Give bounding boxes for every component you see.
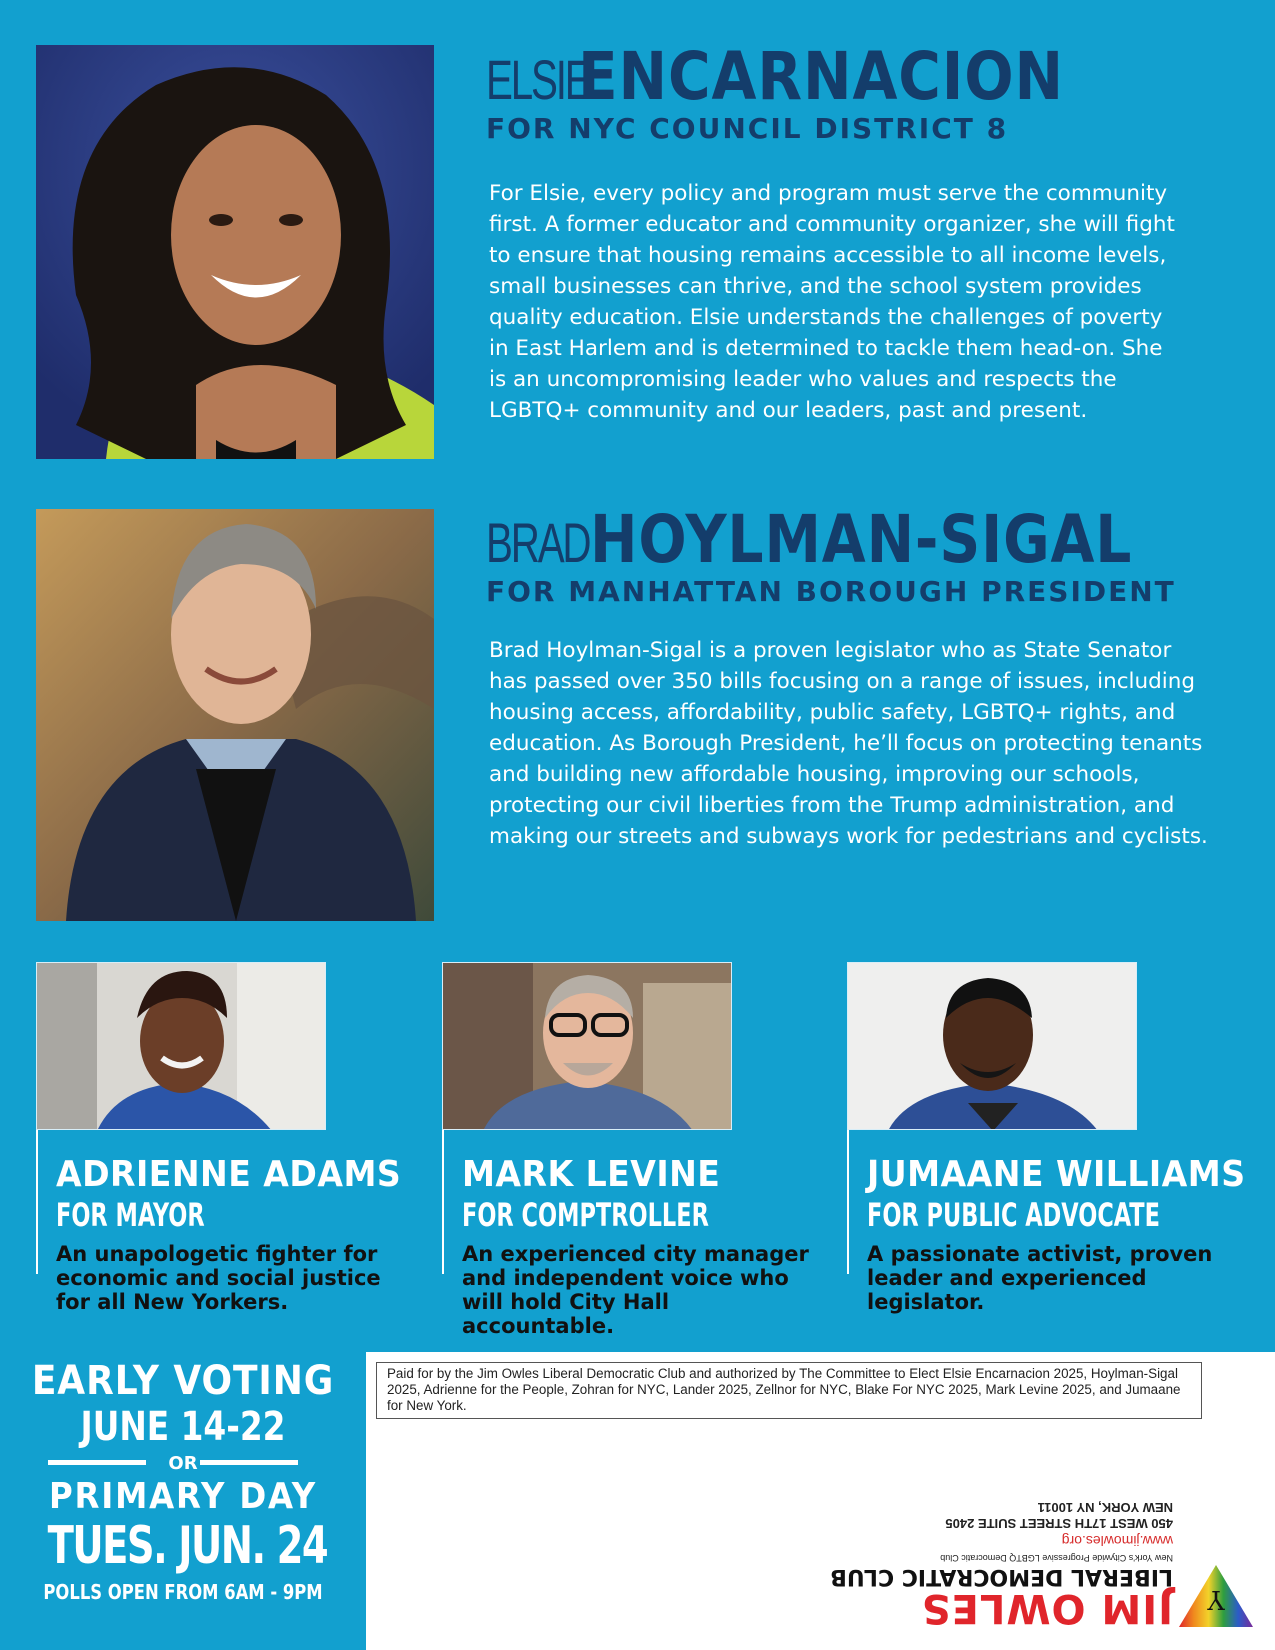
elsie-office: FOR NYC COUNCIL DISTRICT 8 xyxy=(486,112,1009,145)
brad-office: FOR MANHATTAN BOROUGH PRESIDENT xyxy=(486,575,1176,608)
levine-office: FOR COMPTROLLER xyxy=(462,1196,709,1234)
citywide-candidate-adams xyxy=(36,962,426,1312)
brad-name xyxy=(486,501,1220,578)
early-voting-dates: JUNE 14-22 xyxy=(80,1404,286,1450)
levine-description: An experienced city manager and independent voice who will hold City Hall accountable. xyxy=(462,1242,809,1338)
brad-bio: Brad Hoylman-Sigal is a proven legislator who as State Senator has passed over 350 bills focusing on a range of issues, including housing access, affordability, public safety, LGBTQ+ rights, and education. As Borough President, he’ll focus on protecting tenants and building new affordable housing, improving our schools, protecting our civil liberties from the Trump administration, and making our streets and subways work for pedestrians and cyclists. xyxy=(489,638,1208,849)
org-city: NEW YORK, NY 10011 xyxy=(1037,1500,1173,1515)
early-voting-label: EARLY VOTING xyxy=(31,1358,335,1404)
jumaane-williams-photo xyxy=(847,962,1137,1130)
adrienne-adams-photo xyxy=(36,962,326,1130)
org-tagline: New York's Citywide Progressive LGBTQ Democratic Club xyxy=(940,1553,1173,1563)
paid-for-disclaimer: Paid for by the Jim Owles Liberal Democratic Club and authorized by The Committee to Elect Elsie Encarnacion 2025, Hoylman-Sigal 2025, Adrienne for the People, Zohran for NYC, Lander 2025, Zellnor for NYC, Blake For NYC 2025, Mark Levine 2025, and Jumaane for New York. xyxy=(376,1362,1202,1419)
williams-name: JUMAANE WILLIAMS xyxy=(867,1154,1246,1195)
citywide-candidate-levine xyxy=(442,962,832,1338)
rainbow-triangle-logo xyxy=(1177,1561,1255,1631)
adams-description: An unapologetic fighter for economic and social justice for all New Yorkers. xyxy=(56,1242,381,1314)
brad-hoylman-sigal-photo xyxy=(36,509,434,921)
divider-line xyxy=(442,1130,444,1274)
polls-hours: POLLS OPEN FROM 6AM - 9PM xyxy=(43,1580,323,1604)
org-url: www.jimowles.org xyxy=(1061,1533,1173,1549)
adams-office: FOR MAYOR xyxy=(56,1196,205,1234)
divider-line xyxy=(847,1130,849,1274)
elsie-name xyxy=(486,38,1130,115)
brad-last-name: HOYLMAN-SIGAL xyxy=(589,501,1132,578)
williams-description: A passionate activist, proven leader and experienced legislator. xyxy=(867,1242,1213,1314)
elsie-first-name: ELSIE xyxy=(486,48,590,111)
primary-day-label: PRIMARY DAY xyxy=(48,1476,318,1517)
voting-info xyxy=(0,1352,366,1650)
levine-name: MARK LEVINE xyxy=(462,1154,721,1195)
elsie-encarnacion-photo xyxy=(36,45,434,459)
divider-line xyxy=(36,1130,38,1274)
citywide-candidate-williams xyxy=(847,962,1246,1314)
brad-first-name: BRAD xyxy=(486,511,590,574)
org-street: 450 WEST 17TH STREET SUITE 2405 xyxy=(945,1516,1173,1531)
elsie-bio: For Elsie, every policy and program must serve the community first. A former educator and community organizer, she will fight to ensure that housing remains accessible to all income levels, small businesses can thrive, and the school system provides quality education. Elsie understands the challenges of poverty in East Harlem and is determined to tackle them head-on. She is an uncompromising leader who values and respects the LGBTQ+ community and our leaders, past and present. xyxy=(489,181,1175,423)
primary-day-date: TUES. JUN. 24 xyxy=(47,1516,328,1576)
divider-right xyxy=(200,1460,298,1465)
williams-office: FOR PUBLIC ADVOCATE xyxy=(867,1196,1160,1234)
org-name-line2: LIBERAL DEMOCRATIC CLUB xyxy=(830,1564,1173,1589)
adams-name: ADRIENNE ADAMS xyxy=(56,1154,402,1195)
elsie-last-name: ENCARNACION xyxy=(577,38,1064,115)
or-label: OR xyxy=(168,1453,198,1474)
jim-owles-return-address xyxy=(830,1496,1255,1631)
org-name-line1: JIM OWLES xyxy=(920,1585,1173,1631)
svg-text:Y: Y xyxy=(1207,1584,1225,1614)
mark-levine-photo xyxy=(442,962,732,1130)
